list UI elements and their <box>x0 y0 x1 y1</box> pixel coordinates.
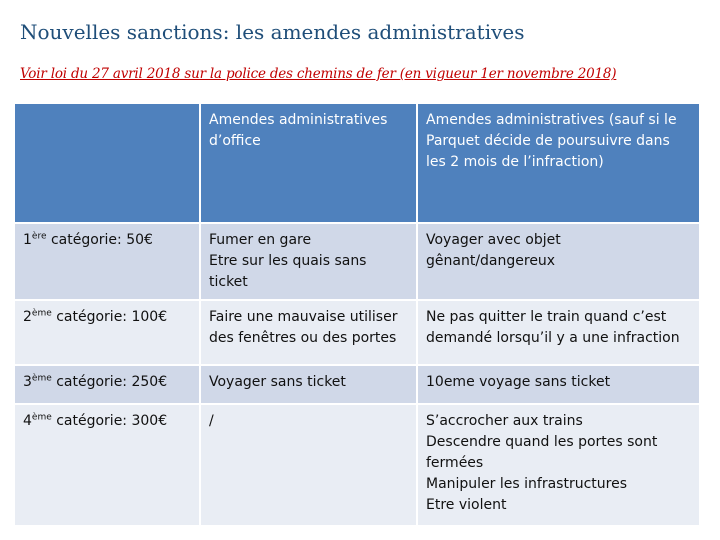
header-office-fines: Amendes administratives d’office <box>201 104 418 224</box>
offence-text: Descendre quand les portes sont fermées <box>426 434 658 471</box>
offence-text: Etre violent <box>426 497 507 513</box>
table-header-row <box>15 104 699 224</box>
category-cell: 3ème catégorie: 250€ <box>15 366 201 405</box>
law-reference-link[interactable]: Voir loi du 27 avril 2018 sur la police des chemins de fer (en vigueur 1er novembre 2018) <box>20 66 617 82</box>
offence-text: Ne pas quitter le train quand c’est demandé lorsqu’il y a une infraction <box>426 309 680 346</box>
offence-text: S’accrocher aux trains <box>426 413 583 429</box>
offence-text: 10eme voyage sans ticket <box>426 374 611 390</box>
header-parquet-fines: Amendes administratives (sauf si le Parquet décide de poursuivre dans les 2 mois de l’infraction) <box>418 104 699 224</box>
offence-text: Voyager sans ticket <box>209 374 346 390</box>
offence-text: / <box>209 413 214 429</box>
sanctions-table <box>15 104 699 527</box>
parquet-fine-cell <box>418 366 699 405</box>
category-cell: 4ème catégorie: 300€ <box>15 405 201 527</box>
table-row <box>15 301 699 366</box>
parquet-fine-cell <box>418 224 699 301</box>
offence-text: Etre sur les quais sans ticket <box>209 253 367 290</box>
offence-text: Fumer en gare <box>209 232 312 248</box>
office-fine-cell <box>201 405 418 527</box>
office-fine-cell <box>201 224 418 301</box>
header-category <box>15 104 201 224</box>
office-fine-cell <box>201 301 418 366</box>
parquet-fine-cell <box>418 301 699 366</box>
parquet-fine-cell <box>418 405 699 527</box>
slide-title: Nouvelles sanctions: les amendes administratives <box>20 20 525 44</box>
offence-text: Faire une mauvaise utiliser des fenêtres ou des portes <box>209 309 398 346</box>
offence-text: Manipuler les infrastructures <box>426 476 627 492</box>
category-cell: 1ère catégorie: 50€ <box>15 224 201 301</box>
offence-text: Voyager avec objet gênant/dangereux <box>426 232 561 269</box>
table-row <box>15 366 699 405</box>
office-fine-cell <box>201 366 418 405</box>
table-row <box>15 224 699 301</box>
category-cell: 2ème catégorie: 100€ <box>15 301 201 366</box>
table-row <box>15 405 699 527</box>
